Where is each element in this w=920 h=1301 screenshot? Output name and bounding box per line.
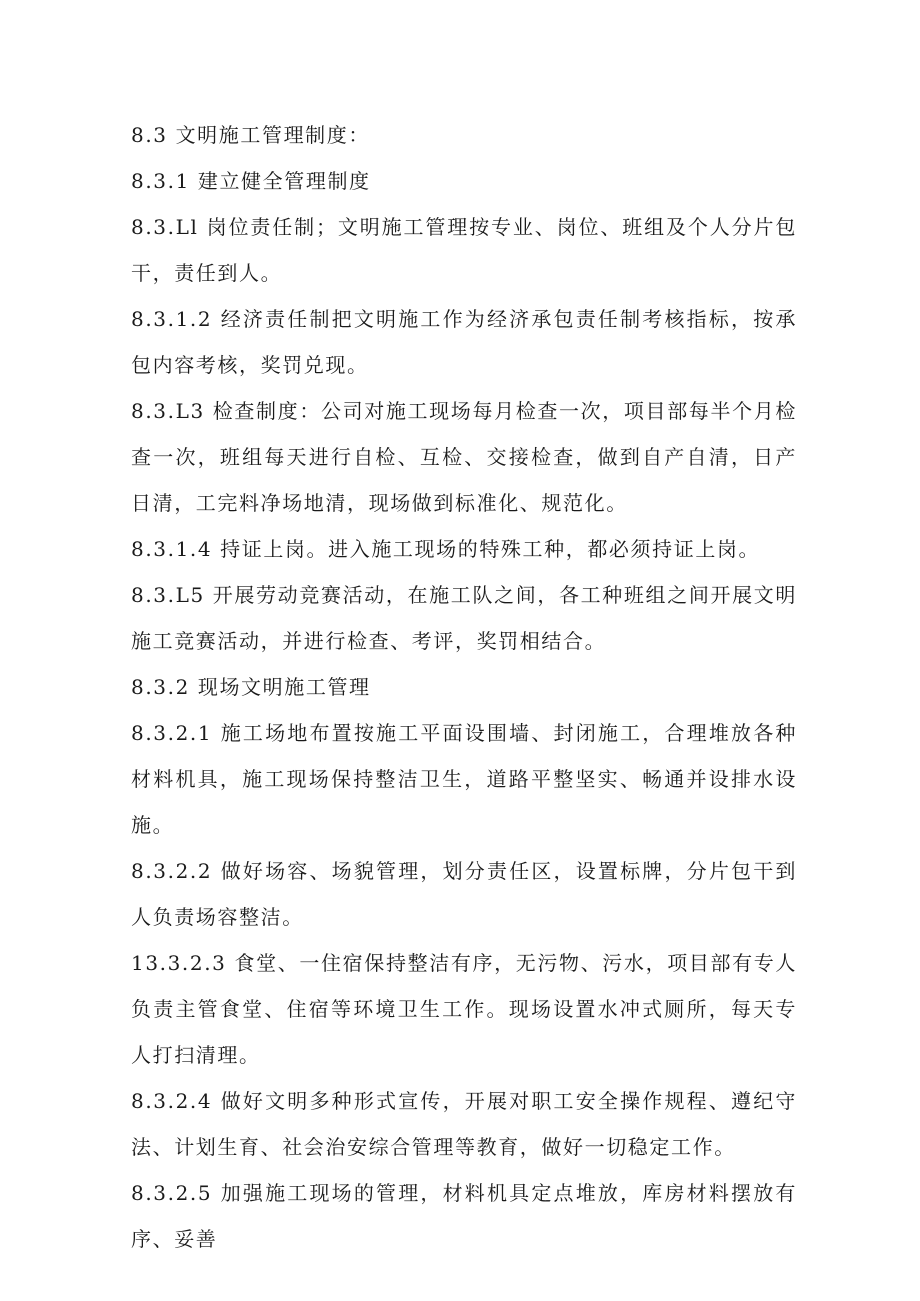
paragraph-8-3-1-4: 8.3.1.4 持证上岗。进入施工现场的特殊工种，都必须持证上岗。 bbox=[131, 537, 761, 561]
paragraph-8-3-2-4: 8.3.2.4 做好文明多种形式宣传，开展对职工安全操作规程、遵纪守法、计划生育、社会治安综合管理等教育，做好一切稳定工作。 bbox=[131, 1089, 797, 1159]
paragraph-8-3-1-2: 8.3.1.2 经济责任制把文明施工作为经济承包责任制考核指标，按承包内容考核，奖罚兑现。 bbox=[131, 307, 797, 377]
document-body bbox=[131, 112, 797, 1262]
paragraph-8-3-2-2: 8.3.2.2 做好场容、场貌管理，划分责任区，设置标牌，分片包干到人负责场容整洁。 bbox=[131, 859, 797, 929]
subsection-heading-8-3-1: 8.3.1 建立健全管理制度 bbox=[131, 169, 371, 193]
paragraph-8-3-1-1: 8.3.Ll 岗位责任制；文明施工管理按专业、岗位、班组及个人分片包干，责任到人。 bbox=[131, 215, 797, 285]
paragraph-8-3-1-5: 8.3.L5 开展劳动竞赛活动，在施工队之间，各工种班组之间开展文明施工竞赛活动，并进行检查、考评，奖罚相结合。 bbox=[131, 583, 797, 653]
paragraph-8-3-1-3: 8.3.L3 检查制度：公司对施工现场每月检查一次，项目部每半个月检查一次，班组每天进行自检、互检、交接检查，做到自产自清，日产日清，工完料净场地清，现场做到标准化、规范化。 bbox=[131, 399, 797, 515]
subsection-heading-8-3-2: 8.3.2 现场文明施工管理 bbox=[131, 675, 371, 699]
section-heading-8-3: 8.3 文明施工管理制度： bbox=[131, 123, 370, 147]
paragraph-8-3-2-3: 13.3.2.3 食堂、一住宿保持整洁有序，无污物、污水，项目部有专人负责主管食堂、住宿等环境卫生工作。现场设置水冲式厕所，每天专人打扫清理。 bbox=[131, 951, 797, 1067]
paragraph-8-3-2-5: 8.3.2.5 加强施工现场的管理，材料机具定点堆放，库房材料摆放有序、妥善 bbox=[131, 1181, 797, 1251]
paragraph-8-3-2-1: 8.3.2.1 施工场地布置按施工平面设围墙、封闭施工，合理堆放各种材料机具，施工现场保持整洁卫生，道路平整坚实、畅通并设排水设施。 bbox=[131, 721, 797, 837]
